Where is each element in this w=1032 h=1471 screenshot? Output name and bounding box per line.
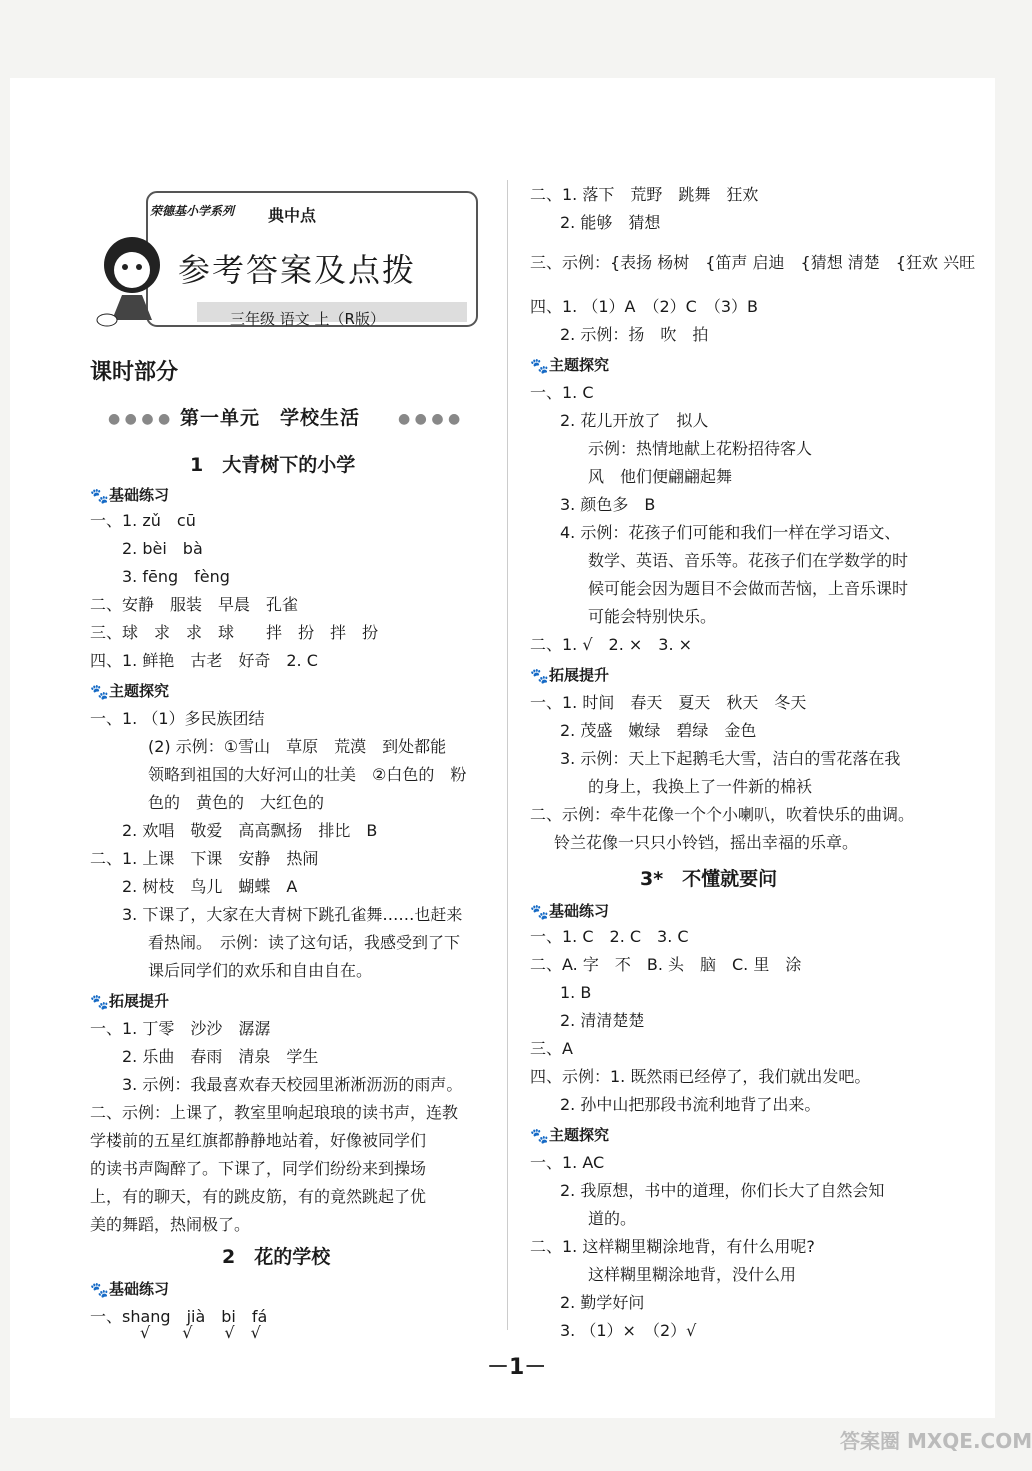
answer-line: 美的舞蹈，热闹极了。: [90, 1215, 251, 1234]
answer-line: 4. 示例：花孩子们可能和我们一样在学习语文、: [560, 523, 901, 542]
answer-line: 三、示例：{表扬 杨树 {笛声 启迪 {猜想 清楚 {狂欢 兴旺: [530, 253, 976, 272]
answer-line: 候可能会因为题目不会做而苦恼，上音乐课时: [588, 579, 909, 598]
answer-line: 四、1. 鲜艳 古老 好奇 2. C: [90, 651, 318, 670]
header-title: 参考答案及点拨: [178, 251, 417, 289]
answer-line: 3. 示例：我最喜欢春天校园里淅淅沥沥的雨声。: [122, 1075, 463, 1094]
answer-line: 2. 欢唱 敬爱 高高飘扬 排比 B: [122, 821, 378, 840]
answer-line: 的身上，我换上了一件新的棉袄: [588, 777, 813, 796]
answer-line: 2. bèi bà: [122, 539, 203, 558]
answer-line: 二、1. 落下 荒野 跳舞 狂欢: [530, 185, 759, 204]
answer-line: 这样糊里糊涂地背，没什么用: [588, 1265, 797, 1284]
header-subtitle: 三年级 语文 上（R版）: [230, 310, 385, 328]
answer-line: 2. 勤学好问: [560, 1293, 645, 1312]
answer-line: 二、1. √ 2. × 3. ×: [530, 635, 693, 654]
answer-line: 铃兰花像一只只小铃铛，摇出幸福的乐章。: [554, 833, 859, 852]
label-basic-r: 🐾基础练习: [530, 902, 610, 921]
label-extend: 🐾拓展提升: [90, 992, 170, 1011]
answer-line: 领略到祖国的大好河山的壮美 ②白色的 粉: [148, 765, 467, 784]
answer-line: 课后同学们的欢乐和自由自在。: [148, 961, 373, 980]
column-divider: [507, 180, 508, 1330]
answer-line: 3. 下课了，大家在大青树下跳孔雀舞……也赶来: [122, 905, 463, 924]
mascot-icon: [92, 225, 172, 325]
label-basic: 🐾基础练习: [90, 486, 170, 505]
answer-line: 二、1. 上课 下课 安静 热闹: [90, 849, 319, 868]
book-label: 典中点: [268, 206, 317, 225]
answer-line: 一、shang jià bi fá: [90, 1307, 268, 1326]
answer-line: 二、示例：牵牛花像一个个小喇叭，吹着快乐的曲调。: [530, 805, 915, 824]
answer-line: 一、1. 时间 春天 夏天 秋天 冬天: [530, 693, 807, 712]
answer-line: 四、示例：1. 既然雨已经停了，我们就出发吧。: [530, 1067, 871, 1086]
lesson2-title: 2 花的学校: [222, 1246, 331, 1268]
watermark: 答案圈 MXQE.COM: [840, 1429, 1032, 1453]
answer-line: 一、1. （1）多民族团结: [90, 709, 265, 728]
answer-line: 一、1. 丁零 沙沙 潺潺: [90, 1019, 271, 1038]
unit-title: 第一单元 学校生活: [180, 407, 361, 429]
answer-line: 2. 我原想，书中的道理，你们长大了自然会知: [560, 1181, 885, 1200]
answer-line: 二、示例：上课了，教室里响起琅琅的读书声，连教: [90, 1103, 459, 1122]
answer-line: 三、球 求 求 球 拌 扮 拌 扮: [90, 623, 379, 642]
label-extend-r: 🐾拓展提升: [530, 666, 610, 685]
answer-line: 2. 清清楚楚: [560, 1011, 645, 1030]
answer-line: 一、1. C 2. C 3. C: [530, 927, 689, 946]
lesson3-title: 3* 不懂就要问: [640, 868, 778, 890]
brand-label: 荣德基小学系列: [150, 204, 235, 218]
answer-line: 3. 颜色多 B: [560, 495, 656, 514]
answer-line: 3. fēng fèng: [122, 567, 230, 586]
answer-line: 2. 树枝 鸟儿 蝴蝶 A: [122, 877, 298, 896]
answer-line: 数学、英语、音乐等。花孩子们在学数学的时: [588, 551, 909, 570]
answer-line: 3. 示例：天上下起鹅毛大雪，洁白的雪花落在我: [560, 749, 901, 768]
answer-line: 2. 示例：扬 吹 拍: [560, 325, 709, 344]
answer-line: 风 他们便翩翩起舞: [588, 467, 733, 486]
answer-line: 二、A. 字 不 B. 头 脑 C. 里 涂: [530, 955, 802, 974]
unit-dots-left: ● ● ● ●: [108, 411, 171, 427]
answer-line: 一、1. zǔ cū: [90, 511, 196, 530]
answer-line: 3. （1）× （2）√: [560, 1321, 697, 1340]
answer-line: 示例：热情地献上花粉招待客人: [588, 439, 813, 458]
answer-line: 一、1. C: [530, 383, 594, 402]
page-number: －1－: [487, 1355, 547, 1380]
answer-line: 2. 茂盛 嫩绿 碧绿 金色: [560, 721, 757, 740]
label-theme-r1: 🐾主题探究: [530, 356, 610, 375]
answer-line: 1. B: [560, 983, 592, 1002]
answer-line: (2) 示例：①雪山 草原 荒漠 到处都能: [148, 737, 447, 756]
answer-line: 三、A: [530, 1039, 573, 1058]
answer-line: 2. 乐曲 春雨 清泉 学生: [122, 1047, 319, 1066]
answer-line: 一、1. AC: [530, 1153, 605, 1172]
answer-line: 色的 黄色的 大红色的: [148, 793, 325, 812]
answer-line: 道的。: [588, 1209, 637, 1228]
answer-line: 2. 能够 猜想: [560, 213, 661, 232]
check-marks: √ √ √ √: [140, 1323, 261, 1342]
label-theme: 🐾主题探究: [90, 682, 170, 701]
answer-line: 二、1. 这样糊里糊涂地背，有什么用呢?: [530, 1237, 815, 1256]
answer-line: 二、安静 服装 早晨 孔雀: [90, 595, 299, 614]
answer-line: 四、1. （1）A （2）C （3）B: [530, 297, 758, 316]
answer-line: 学楼前的五星红旗都静静地站着，好像被同学们: [90, 1131, 427, 1150]
label-theme-r2: 🐾主题探究: [530, 1126, 610, 1145]
answer-line: 2. 花儿开放了 拟人: [560, 411, 709, 430]
answer-line: 的读书声陶醉了。下课了，同学们纷纷来到操场: [90, 1159, 427, 1178]
label-basic-2: 🐾基础练习: [90, 1280, 170, 1299]
unit-dots-right: ● ● ● ●: [398, 411, 461, 427]
answer-line: 可能会特别快乐。: [588, 607, 717, 626]
answer-line: 2. 孙中山把那段书流利地背了出来。: [560, 1095, 821, 1114]
answer-line: 上，有的聊天，有的跳皮筋，有的竟然跳起了优: [90, 1187, 427, 1206]
lesson1-title: 1 大青树下的小学: [190, 454, 356, 476]
answer-line: 看热闹。 示例：读了这句话，我感受到了下: [148, 933, 461, 952]
section-title: 课时部分: [90, 360, 179, 385]
